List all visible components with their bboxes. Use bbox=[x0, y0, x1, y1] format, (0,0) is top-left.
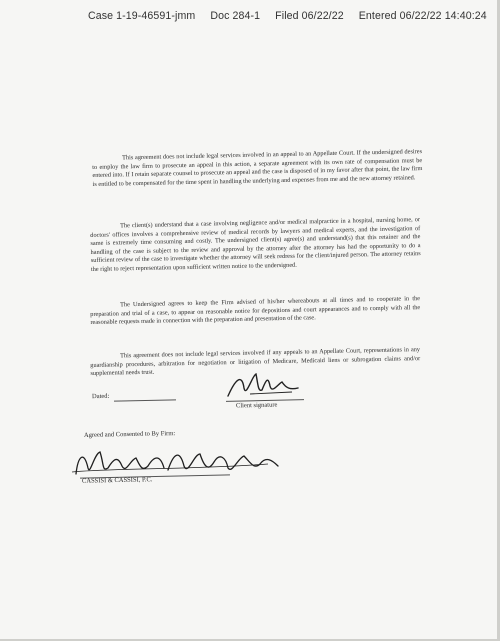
agreed-label: Agreed and Consented to By Firm: bbox=[83, 430, 176, 439]
filing-header bbox=[88, 10, 487, 22]
entered-date: Entered 06/22/22 14:40:24 bbox=[358, 10, 487, 22]
paragraph-exclusions: This agreement does not include legal services involved if any appeals to an Appellate Court, representations in any guardianship procedures, arbitration for negotiation or litigation of Medicare, Medicaid liens or subrogation claims and/or supplemental needs trust. bbox=[90, 346, 421, 378]
client-signature-label: Client signature bbox=[235, 401, 278, 410]
client-signature-mark bbox=[222, 370, 302, 402]
case-number: Case 1-19-46591-jmm bbox=[88, 10, 196, 22]
dated-line bbox=[114, 399, 176, 401]
paragraph-cooperation: The Undersigned agrees to keep the Firm advised of his/her whereabouts at all times and to cooperate in the preparation and trial of a case, to appear on reasonable notice for depositions and court appearances and to comply with all the reasonable requests made in connection with the preparation and presentation of the case. bbox=[90, 295, 421, 327]
paragraph-malpractice-review: The client(s) understand that a case involving negligence and/or medical malpractice in a hospital, nursing home, or doctors' offices involves a comprehensive review of medical records by lawyers and medical experts, and the investigation of same is extremely time consuming and costly. The undersigned client(s) agree(s) and understand(s) that this retainer and the handling of the case is subject to the review and approval by the attorney after the attorney has had the opportunity to do a sufficient review of the case to investigate whether the attorney will seek redress for the client/injured person. The attorney retains the right to reject representation upon sufficient written notice to the undersigned. bbox=[90, 216, 421, 273]
doc-number: Doc 284-1 bbox=[210, 10, 261, 22]
paragraph-appeal: This agreement does not include legal services involved in an appeal to an Appellate Court. If the undersigned desires to employ the law firm to prosecute an appeal in this action, a separate agreement with its own rate of compensation must be entered into. If I retain separate counsel to prosecute an appeal and the case is disposed of in my favor after that point, the law firm is entitled to be compensated for the time spent in handling the underlying and expenses from me and the new attorney retained. bbox=[92, 148, 423, 188]
firm-name: CASSISI & CASSISI, P.C. bbox=[81, 476, 153, 485]
dated-label: Dated: bbox=[91, 392, 110, 401]
filed-date: Filed 06/22/22 bbox=[275, 10, 344, 22]
